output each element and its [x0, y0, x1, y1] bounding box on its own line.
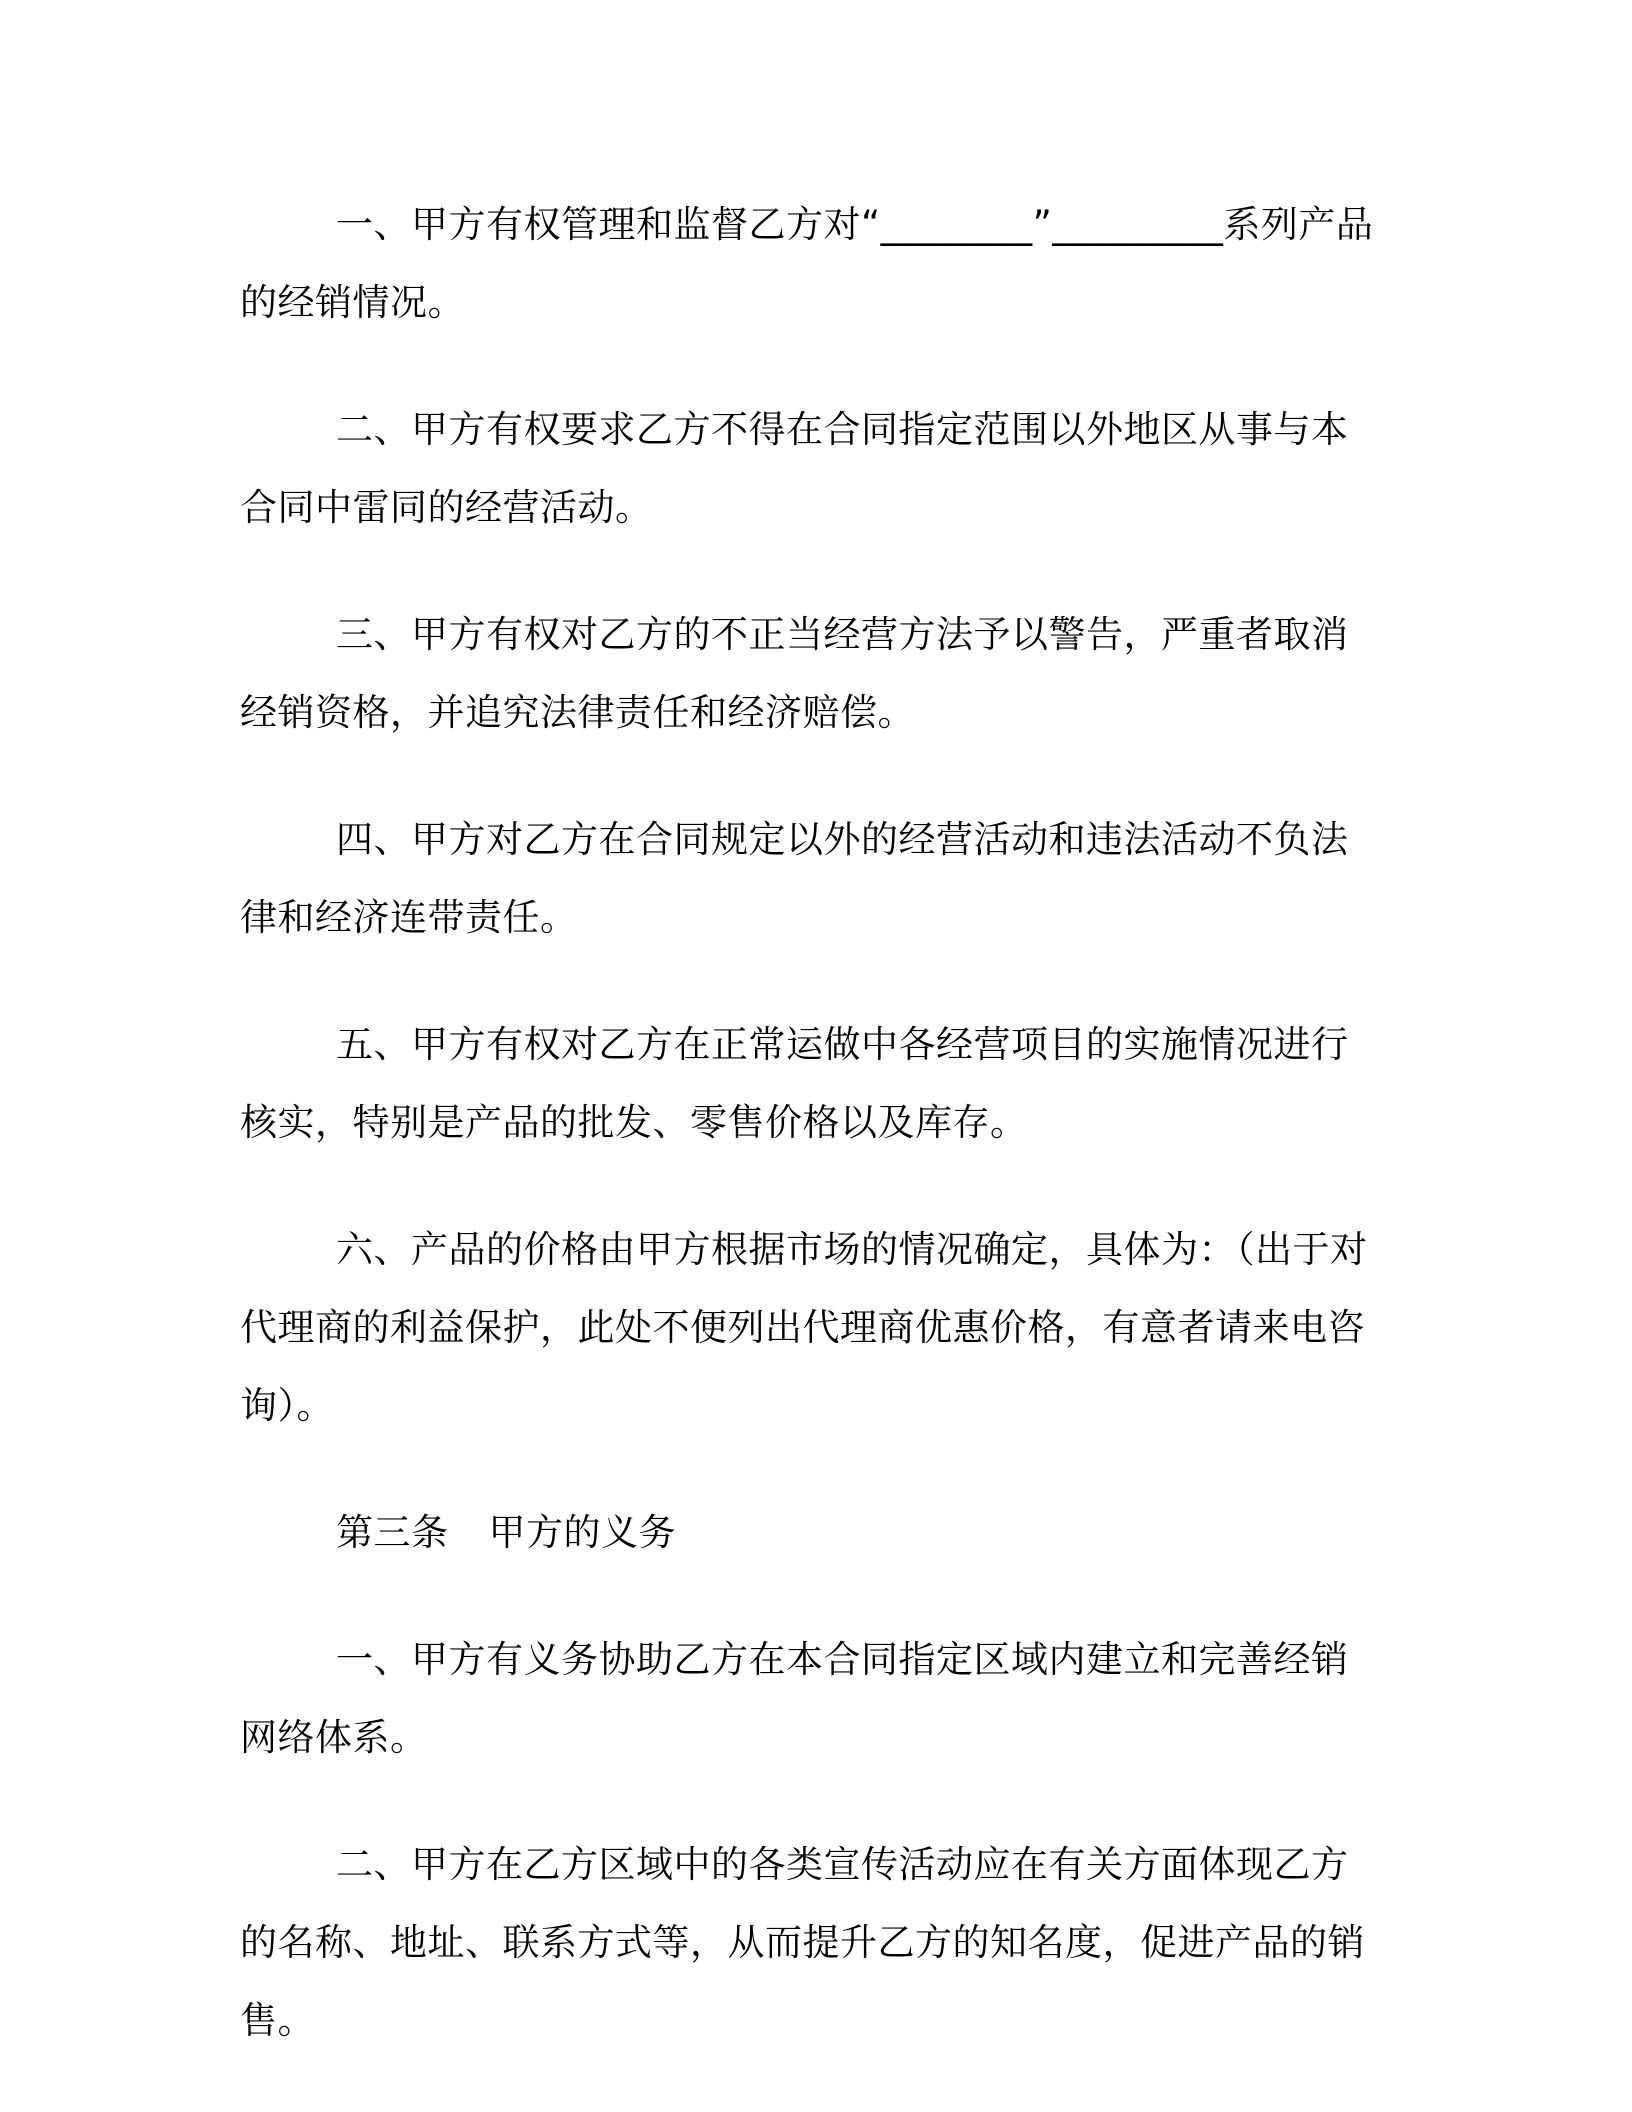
clause-paragraph: 一、甲方有权管理和监督乙方对“________”_________系列产品的经销情况。 — [240, 203, 1374, 324]
clause-paragraph: 二、甲方有权要求乙方不得在合同指定范围以外地区从事与本合同中雷同的经营活动。 — [240, 408, 1349, 529]
clause-paragraph: 一、甲方有义务协助乙方在本合同指定区域内建立和完善经销网络体系。 — [240, 1638, 1349, 1759]
clause-paragraph: 六、产品的价格由甲方根据市场的情况确定，具体为：（出于对代理商的利益保护，此处不便列出代理商优惠价格，有意者请来电咨询）。 — [240, 1228, 1368, 1427]
document-body — [240, 186, 1382, 2109]
section-number: 第三条 — [336, 1511, 449, 1554]
clause-paragraph: 五、甲方有权对乙方在正常运做中各经营项目的实施情况进行核实，特别是产品的批发、零售价格以及库存。 — [240, 1023, 1349, 1144]
section-title: 甲方的义务 — [488, 1511, 676, 1554]
clause-paragraph: 二、甲方在乙方区域中的各类宣传活动应在有关方面体现乙方的名称、地址、联系方式等，从而提升乙方的知名度，促进产品的销售。 — [240, 1843, 1365, 2042]
clause-paragraph: 三、甲方有权对乙方的不正当经营方法予以警告，严重者取消经销资格，并追究法律责任和经济赔偿。 — [240, 613, 1349, 734]
clause-paragraph: 四、甲方对乙方在合同规定以外的经营活动和违法活动不负法律和经济连带责任。 — [240, 818, 1349, 939]
section-heading — [240, 1494, 1382, 1572]
